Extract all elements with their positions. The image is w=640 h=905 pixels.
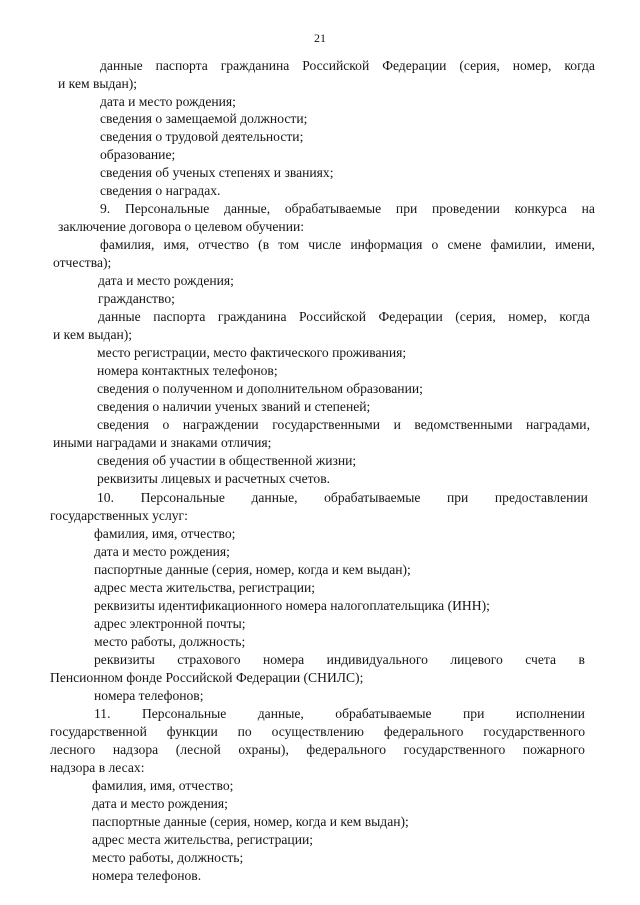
text-line: фамилия, имя, отчество;: [92, 778, 234, 793]
text-line: данные паспорта гражданина Российской Федерации (серия, номер, когда: [100, 58, 595, 73]
text-line: образование;: [100, 147, 176, 162]
text-line: Пенсионном фонде Российской Федерации (СНИЛС);: [50, 670, 364, 685]
text-line: место работы, должность;: [94, 634, 246, 649]
text-line: паспортные данные (серия, номер, когда и кем выдан);: [92, 814, 409, 829]
text-line: 9. Персональные данные, обрабатываемые при проведении конкурса на: [100, 201, 595, 216]
text-line: реквизиты лицевых и расчетных счетов.: [97, 471, 331, 486]
text-line: дата и место рождения;: [92, 796, 228, 811]
text-line: паспортные данные (серия, номер, когда и кем выдан);: [94, 562, 411, 577]
text-line: адрес места жительства, регистрации;: [94, 580, 316, 595]
text-line: сведения об ученых степенях и званиях;: [100, 165, 334, 180]
text-line: сведения о наградах.: [100, 183, 221, 198]
text-line: и кем выдан);: [53, 327, 133, 342]
text-line: дата и место рождения;: [98, 273, 234, 288]
page-number: 21: [314, 31, 326, 45]
text-line: сведения о наличии ученых званий и степеней;: [97, 399, 371, 414]
text-line: и кем выдан);: [58, 76, 138, 91]
text-line: сведения о трудовой деятельности;: [100, 129, 304, 144]
text-line: государственных услуг:: [50, 508, 188, 523]
text-line: сведения о полученном и дополнительном образовании;: [97, 381, 423, 396]
text-line: адрес места жительства, регистрации;: [92, 832, 314, 847]
text-line: иными наградами и знаками отличия;: [53, 435, 272, 450]
text-line: номера телефонов;: [94, 688, 204, 703]
text-line: номера контактных телефонов;: [97, 363, 278, 378]
text-line: заключение договора о целевом обучении:: [58, 219, 305, 234]
text-line: реквизиты идентификационного номера налогоплательщика (ИНН);: [94, 598, 490, 613]
text-line: данные паспорта гражданина Российской Федерации (серия, номер, когда: [98, 309, 590, 324]
text-line: дата и место рождения;: [100, 94, 236, 109]
text-line: 10. Персональные данные, обрабатываемые при предоставлении: [97, 490, 588, 505]
text-line: сведения об участии в общественной жизни;: [97, 453, 357, 468]
text-line: отчества);: [53, 255, 112, 270]
text-line: лесного надзора (лесной охраны), федерального государственного пожарного: [50, 742, 585, 757]
text-line: надзора в лесах:: [50, 760, 145, 775]
text-line: государственной функции по осуществлению федерального государственного: [50, 724, 585, 739]
text-line: фамилия, имя, отчество;: [94, 526, 236, 541]
text-line: фамилия, имя, отчество (в том числе информация о смене фамилии, имени,: [100, 237, 595, 252]
text-line: 11. Персональные данные, обрабатываемые при исполнении: [94, 706, 585, 721]
text-line: место работы, должность;: [92, 850, 244, 865]
text-line: место регистрации, место фактического проживания;: [97, 345, 407, 360]
text-line: сведения о замещаемой должности;: [100, 111, 308, 126]
text-line: адрес электронной почты;: [94, 616, 246, 631]
text-line: дата и место рождения;: [94, 544, 230, 559]
text-line: номера телефонов.: [92, 868, 202, 883]
text-line: гражданство;: [98, 291, 175, 306]
text-line: реквизиты страхового номера индивидуального лицевого счета в: [94, 652, 585, 667]
text-line: сведения о награждении государственными и ведомственными наградами,: [97, 417, 590, 432]
